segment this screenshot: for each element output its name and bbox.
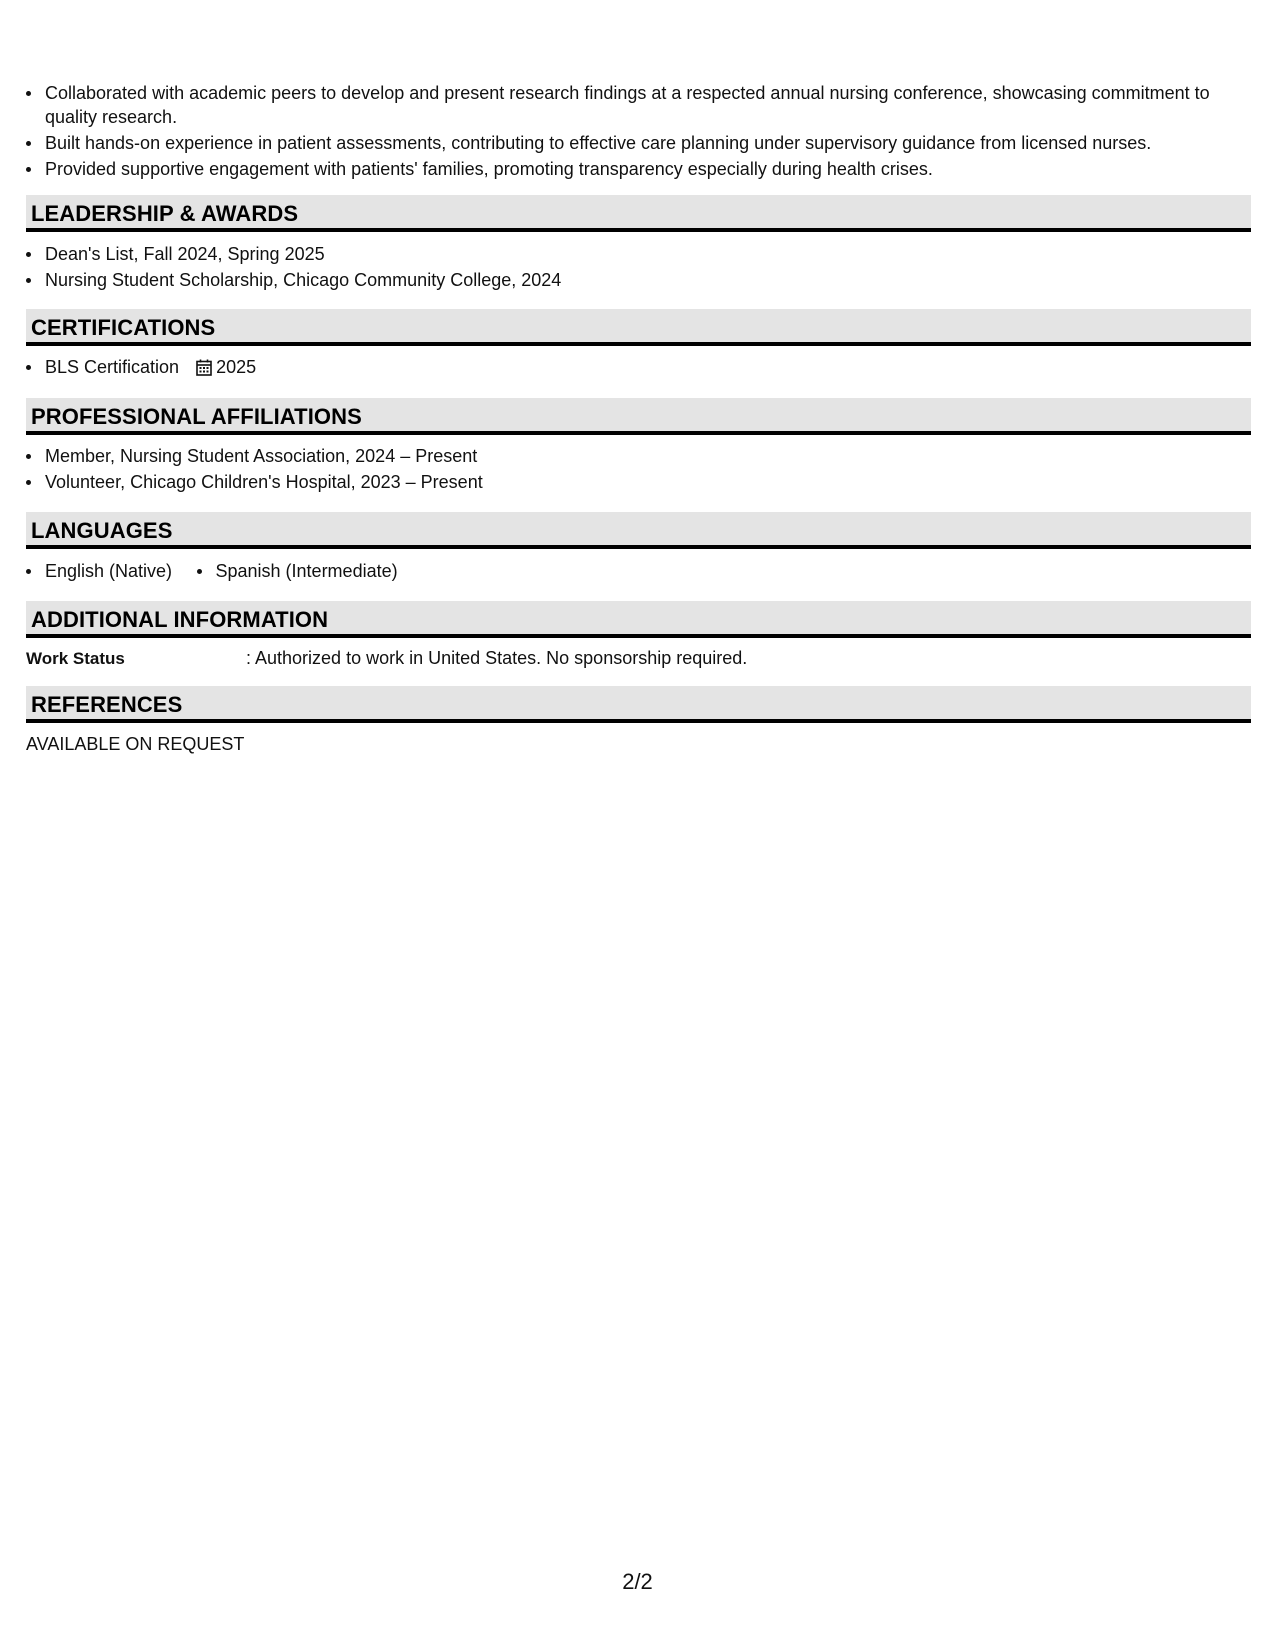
list-item: Collaborated with academic peers to develop and present research findings at a respected annual nursing conference, showcasing commitment to quality research. [26, 81, 1251, 129]
work-status-label: Work Status [26, 649, 125, 668]
list-item: English (Native) [26, 559, 172, 583]
list-item: Nursing Student Scholarship, Chicago Community College, 2024 [26, 268, 1251, 292]
certification-year: 2025 [216, 357, 257, 377]
references-text: AVAILABLE ON REQUEST [26, 734, 245, 754]
list-item: Member, Nursing Student Association, 2024 – Present [26, 444, 1251, 468]
list-item: Dean's List, Fall 2024, Spring 2025 [26, 242, 1251, 266]
section-title: CERTIFICATIONS [31, 315, 216, 340]
section-title: LANGUAGES [31, 518, 173, 543]
list-item: Built hands-on experience in patient assessments, contributing to effective care planning under supervisory guidance from licensed nurses. [26, 131, 1251, 155]
section-header-languages [26, 512, 1251, 549]
affiliations-list [26, 444, 1251, 496]
section-title: ADDITIONAL INFORMATION [31, 607, 329, 632]
work-status-value: : Authorized to work in United States. No sponsorship required. [246, 648, 748, 668]
section-title: LEADERSHIP & AWARDS [31, 201, 299, 226]
section-header-references [26, 686, 1251, 723]
certifications-list [26, 355, 1251, 384]
section-header-leadership [26, 195, 1251, 232]
section-header-additional-information [26, 601, 1251, 638]
section-header-certifications [26, 309, 1251, 346]
experience-bullet-list [26, 81, 1251, 183]
section-header-affiliations [26, 398, 1251, 435]
list-item: Spanish (Intermediate) [197, 559, 398, 583]
list-item: Provided supportive engagement with patients' families, promoting transparency especially during health crises. [26, 157, 1251, 181]
leadership-list [26, 242, 1251, 294]
languages-list [26, 559, 1251, 585]
section-title: REFERENCES [31, 692, 183, 717]
certification-name: BLS Certification [45, 357, 180, 377]
page-number: 2/2 [622, 1569, 653, 1594]
section-title: PROFESSIONAL AFFILIATIONS [31, 404, 362, 429]
work-status-row [26, 646, 1251, 671]
list-item [26, 355, 1251, 382]
calendar-icon [196, 358, 212, 382]
list-item: Volunteer, Chicago Children's Hospital, 2023 – Present [26, 470, 1251, 494]
